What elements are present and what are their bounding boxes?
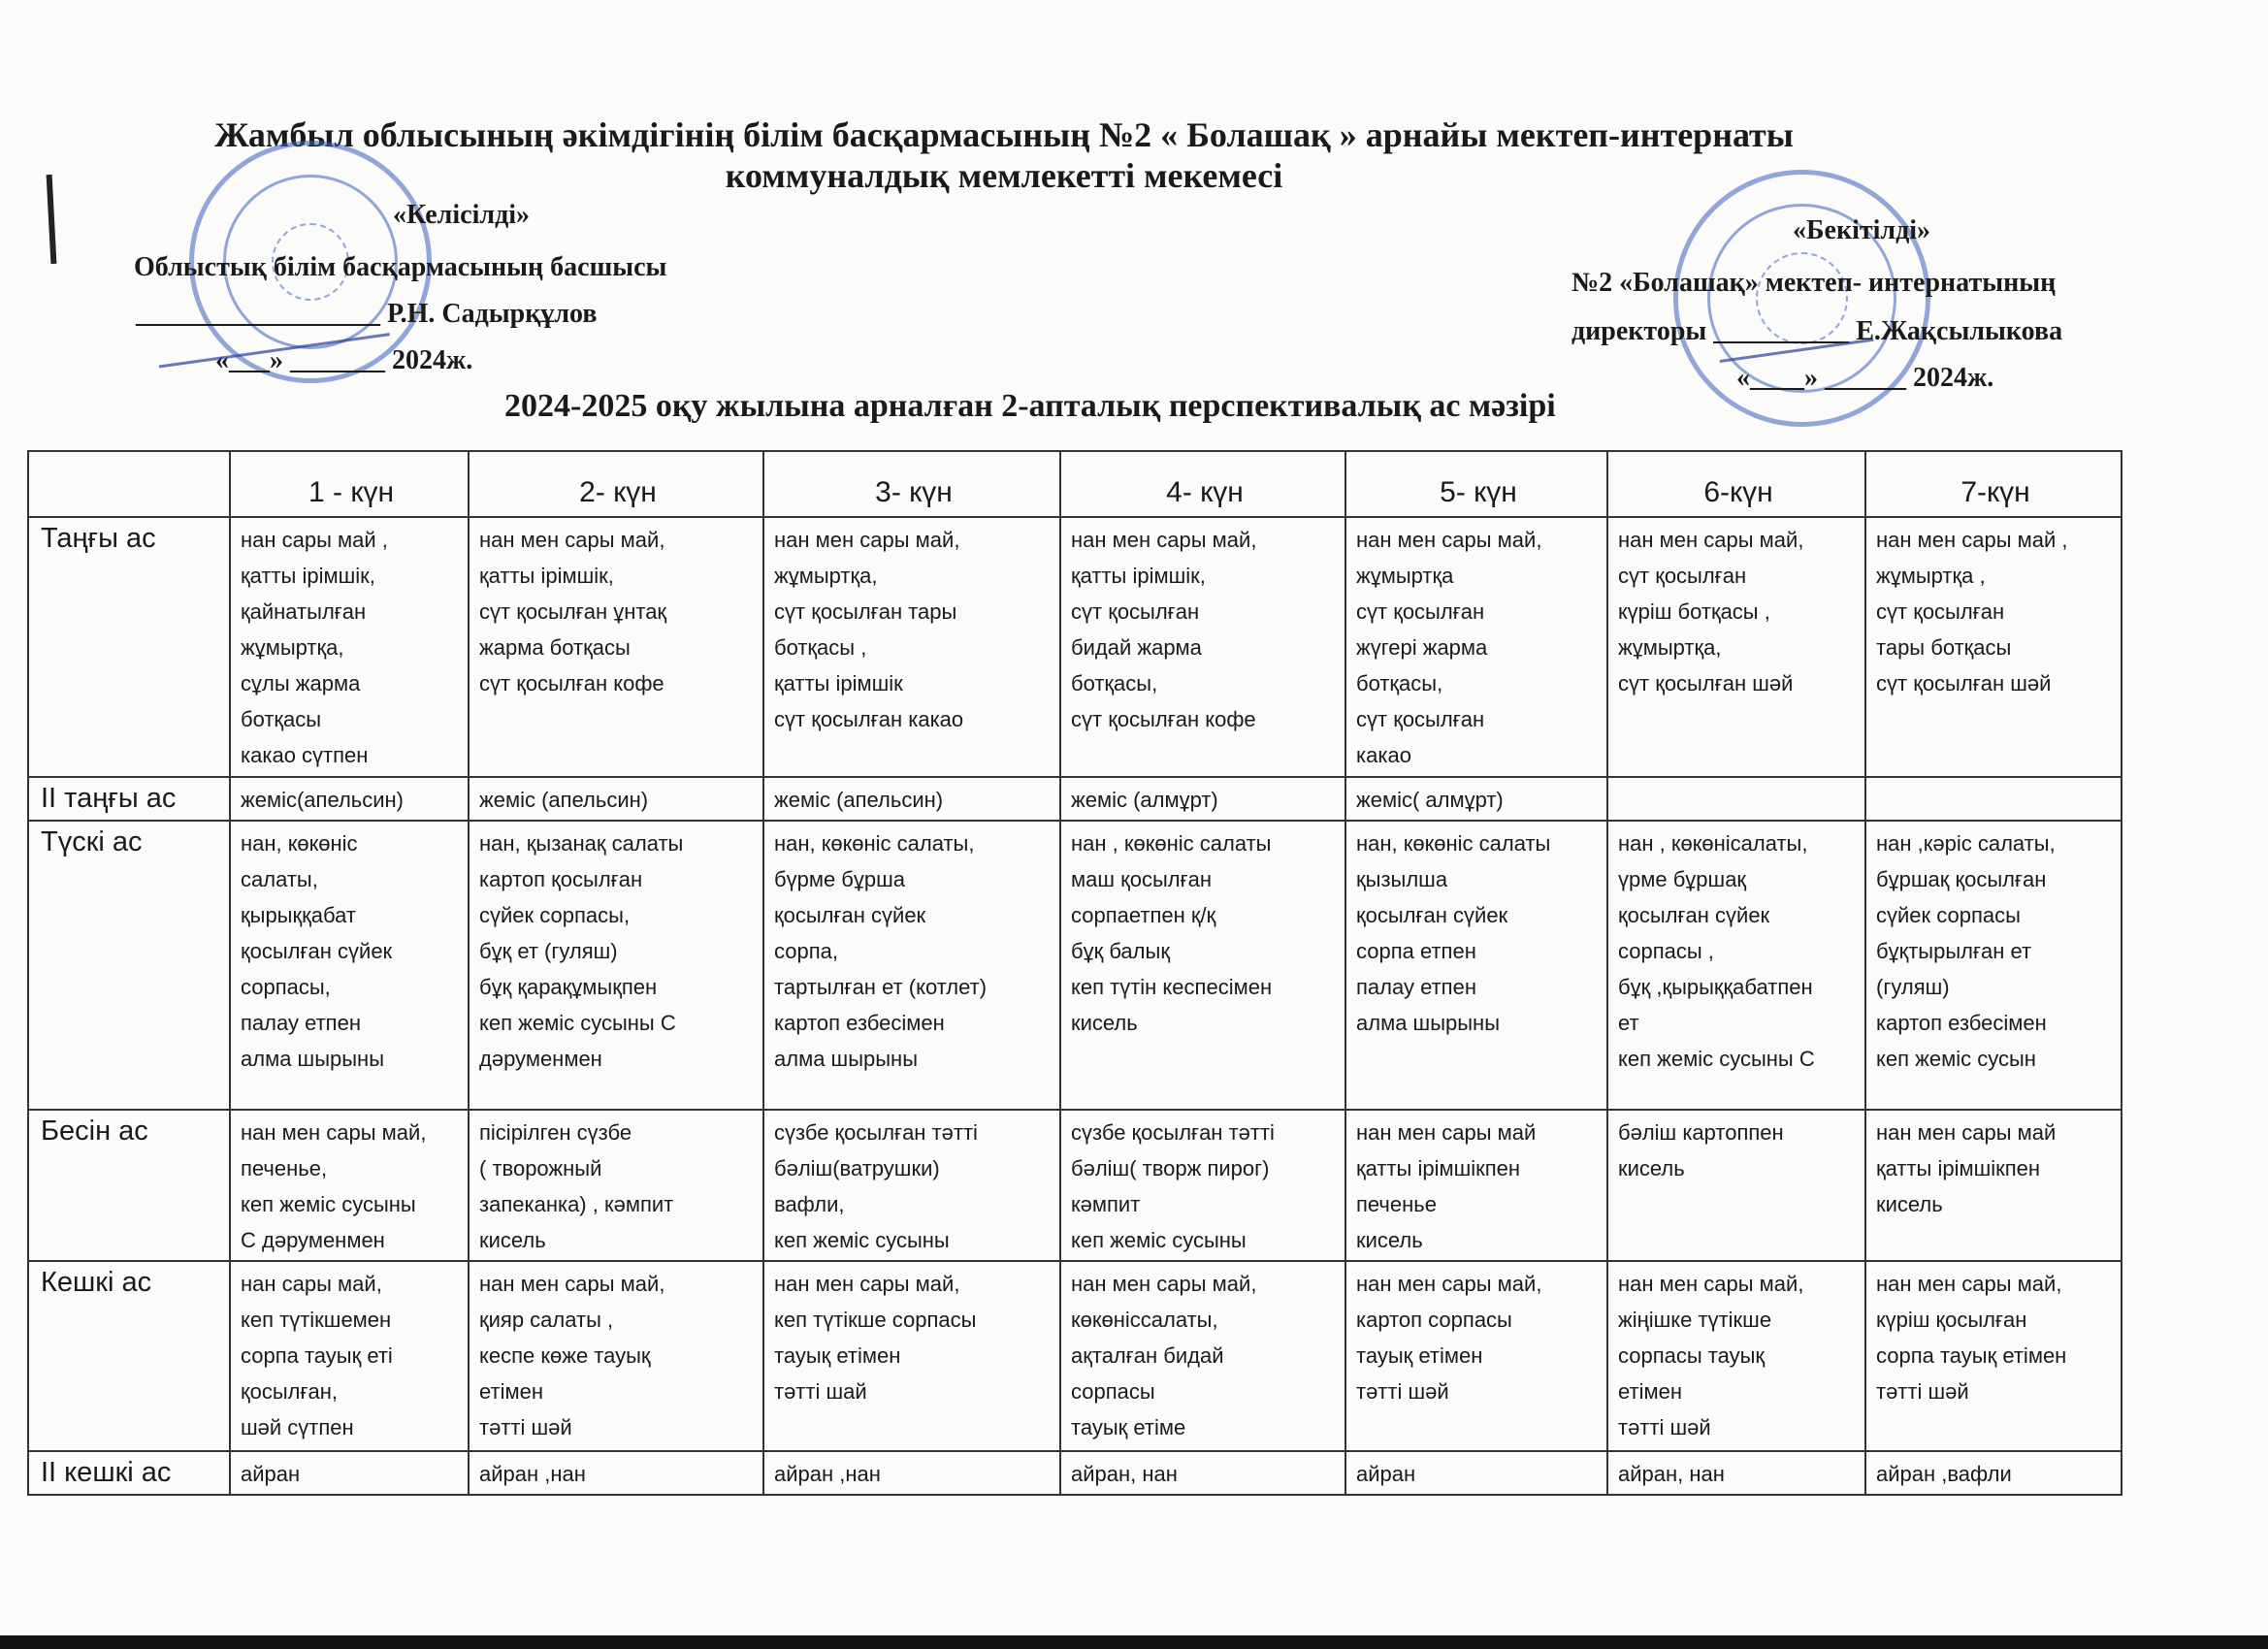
- menu-cell: нан мен сары май қатты ірімшікпен кисель: [1865, 1110, 2122, 1261]
- menu-cell: нан мен сары май, қатты ірімшік, сүт қосылған ұнтақ жарма ботқасы сүт қосылған кофе: [469, 517, 763, 777]
- menu-cell: нан мен сары май қатты ірімшікпен печенье кисель: [1345, 1110, 1607, 1261]
- menu-cell: нан, көкөніс салаты қызылша қосылған сүйек сорпа етпен палау етпен алма шырыны: [1345, 821, 1607, 1110]
- menu-cell: нан мен сары май, жұмыртқа сүт қосылған жүгері жарма ботқасы, сүт қосылған какао: [1345, 517, 1607, 777]
- menu-cell: жеміс( алмұрт): [1345, 777, 1607, 821]
- table-row: [28, 777, 2122, 821]
- table-row: [28, 517, 2122, 777]
- menu-cell: нан сары май , қатты ірімшік, қайнатылған жұмыртқа, сұлы жарма ботқасы какао сүтпен: [230, 517, 469, 777]
- menu-cell: нан сары май, кеп түтікшемен сорпа тауық еті қосылған, шәй сүтпен: [230, 1261, 469, 1451]
- scan-bottom-edge: [0, 1635, 2268, 1649]
- menu-cell: нан мен сары май, қияр салаты , кеспе көже тауық етімен тәтті шәй: [469, 1261, 763, 1451]
- menu-cell: [1865, 777, 2122, 821]
- table-row: [28, 1451, 2122, 1495]
- menu-cell: нан мен сары май, жіңішке түтікше сорпасы тауық етімен тәтті шәй: [1607, 1261, 1865, 1451]
- day-header: 6-күн: [1607, 451, 1865, 517]
- meal-label: Түскі ас: [28, 821, 230, 1110]
- menu-cell: сүзбе қосылған тәтті бәліш(ватрушки) вафли, кеп жеміс сусыны: [763, 1110, 1060, 1261]
- menu-cell: нан мен сары май, қатты ірімшік, сүт қосылған бидай жарма ботқасы, сүт қосылған кофе: [1060, 517, 1345, 777]
- menu-cell: нан мен сары май, көкөніссалаты, ақталған бидай сорпасы тауық етіме: [1060, 1261, 1345, 1451]
- menu-cell: бәліш картоппен кисель: [1607, 1110, 1865, 1261]
- approval-left-position: Облыстық білім басқармасының басшысы: [134, 252, 667, 282]
- table-header-row: [28, 451, 2122, 517]
- menu-cell: айран, нан: [1060, 1451, 1345, 1495]
- menu-cell: сүзбе қосылған тәтті бәліш( творж пирог) кәмпит кеп жеміс сусыны: [1060, 1110, 1345, 1261]
- menu-cell: айран: [1345, 1451, 1607, 1495]
- menu-cell: нан, көкөніс салаты, бүрме бұрша қосылған сүйек сорпа, тартылған ет (котлет) картоп езбесімен алма шырыны: [763, 821, 1060, 1110]
- day-header: 2- күн: [469, 451, 763, 517]
- menu-cell: нан мен сары май, күріш қосылған сорпа тауық етімен тәтті шәй: [1865, 1261, 2122, 1451]
- approval-left-date: «___» _______ 2024ж.: [215, 345, 473, 375]
- menu-cell: айран, нан: [1607, 1451, 1865, 1495]
- meal-label: Таңғы ас: [28, 517, 230, 777]
- approval-right-date: «____» ______ 2024ж.: [1736, 363, 1994, 393]
- menu-cell: нан мен сары май , жұмыртқа , сүт қосылған тары ботқасы сүт қосылған шәй: [1865, 517, 2122, 777]
- scan-margin-mark: [47, 175, 57, 264]
- menu-cell: айран ,нан: [763, 1451, 1060, 1495]
- institution-title: Жамбыл облысының әкімдігінің білім басқармасының №2 « Болашақ » арнайы мектеп-интернаты коммуналдық мемлекетті мекемесі: [214, 115, 1794, 195]
- menu-cell: айран ,вафли: [1865, 1451, 2122, 1495]
- menu-cell: нан , көкөнісалаты, үрме бұршақ қосылған сүйек сорпасы , бұқ ,қырыққабатпен ет кеп жеміс сусыны С: [1607, 821, 1865, 1110]
- meal-label: ІІ таңғы ас: [28, 777, 230, 821]
- day-header: 7-күн: [1865, 451, 2122, 517]
- menu-title: 2024-2025 оқу жылына арналған 2-апталық перспективалық ас мәзірі: [504, 388, 1556, 424]
- menu-cell: нан мен сары май, кеп түтікше сорпасы тауық етімен тәтті шай: [763, 1261, 1060, 1451]
- menu-cell: нан, көкөніс салаты, қырыққабат қосылған сүйек сорпасы, палау етпен алма шырыны: [230, 821, 469, 1110]
- approval-left-name: __________________ Р.Н. Садырқұлов: [136, 299, 598, 329]
- menu-table: [27, 450, 2122, 1496]
- approval-right-label: «Бекітілді»: [1793, 215, 1931, 245]
- meal-label: Бесін ас: [28, 1110, 230, 1261]
- day-header: 1 - күн: [230, 451, 469, 517]
- menu-cell: нан мен сары май, сүт қосылған күріш ботқасы , жұмыртқа, сүт қосылған шәй: [1607, 517, 1865, 777]
- menu-cell: нан мен сары май, печенье, кеп жеміс сусыны С дәруменмен: [230, 1110, 469, 1261]
- menu-cell: жеміс(апельсин): [230, 777, 469, 821]
- day-header: 4- күн: [1060, 451, 1345, 517]
- menu-cell: жеміс (алмұрт): [1060, 777, 1345, 821]
- approval-left-label: «Келісілді»: [393, 200, 531, 230]
- menu-cell: [1607, 777, 1865, 821]
- menu-cell: айран: [230, 1451, 469, 1495]
- table-row: [28, 1110, 2122, 1261]
- approval-right-position: №2 «Болашақ» мектеп- интернатының: [1571, 268, 2057, 298]
- menu-cell: нан мен сары май, картоп сорпасы тауық етімен тәтті шәй: [1345, 1261, 1607, 1451]
- header-corner: [28, 451, 230, 517]
- menu-cell: пісірілген сүзбе ( творожный запеканка) , кәмпит кисель: [469, 1110, 763, 1261]
- menu-cell: нан , көкөніс салаты маш қосылған сорпаетпен қ/қ бұқ балық кеп түтін кеспесімен кисель: [1060, 821, 1345, 1110]
- day-header: 3- күн: [763, 451, 1060, 517]
- menu-cell: жеміс (апельсин): [763, 777, 1060, 821]
- menu-cell: нан мен сары май, жұмыртқа, сүт қосылған тары ботқасы , қатты ірімшік сүт қосылған какао: [763, 517, 1060, 777]
- menu-cell: нан, қызанақ салаты картоп қосылған сүйек сорпасы, бұқ ет (гуляш) бұқ қарақұмықпен кеп жеміс сусыны С дәруменмен: [469, 821, 763, 1110]
- table-row: [28, 821, 2122, 1110]
- meal-label: ІІ кешкі ас: [28, 1451, 230, 1495]
- day-header: 5- күн: [1345, 451, 1607, 517]
- menu-cell: жеміс (апельсин): [469, 777, 763, 821]
- table-row: [28, 1261, 2122, 1451]
- meal-label: Кешкі ас: [28, 1261, 230, 1451]
- menu-cell: нан ,кәріс салаты, бұршақ қосылған сүйек сорпасы бұқтырылған ет (гуляш) картоп езбесімен кеп жеміс сусын: [1865, 821, 2122, 1110]
- approval-right-name: директоры __________ Е.Жақсылыкова: [1571, 316, 2063, 346]
- menu-cell: айран ,нан: [469, 1451, 763, 1495]
